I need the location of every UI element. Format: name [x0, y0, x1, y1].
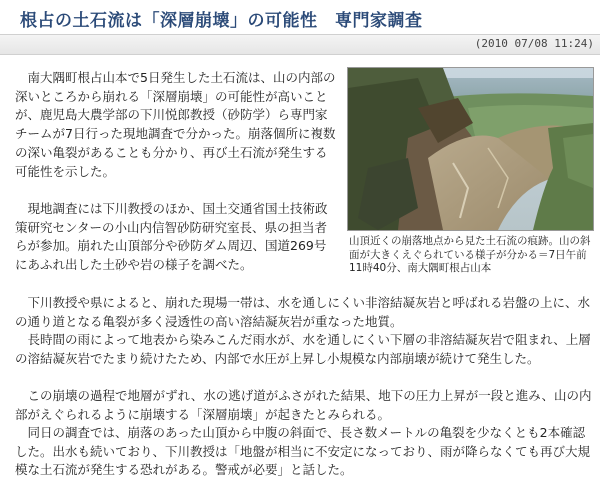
- article-paragraph-4: 長時間の雨によって地表から染みこんだ雨水が、水を通しにくい下層の非溶結凝灰岩で阻まれ、上層の溶結凝灰岩でたまり続けたため、内部で水圧が上昇し小規模な内部崩壊が続けて発生した。: [15, 332, 591, 366]
- date-bar: [0, 34, 600, 55]
- landslide-photo: [347, 67, 594, 231]
- headline-row: [0, 0, 600, 34]
- photo-caption: 山頂近くの崩落地点から見た土石流の痕跡。山の斜面が大きくえぐられている様子が分かる＝7日午前11時40分、南大隅町根占山本: [349, 235, 591, 274]
- article-headline: 根占の土石流は「深層崩壊」の可能性 専門家調査: [20, 11, 423, 31]
- photo-box: [347, 67, 592, 292]
- article-paragraph-6: 同日の調査では、崩落のあった山頂から中腹の斜面で、長さ数メートルの亀裂を少なくとも2本確認した。出水も続いており、下川教授は「地盤が相当に不安定になっており、雨が降らなくても再び大規模な土石流が発生する恐れがある。警戒が必要」と話した。: [15, 425, 591, 478]
- article-paragraph-1: 南大隅町根占山本で5日発生した土石流は、山の内部の深いところから崩れる「深層崩壊」の可能性が高いことが、鹿児島大農学部の下川悦郎教授（砂防学）ら専門家チームが7日行った現地調査で分かった。崩落個所に複数の深い亀裂があることも分かり、再び土石流が発生する可能性を示した。: [15, 70, 336, 179]
- landslide-photo-image: [348, 68, 593, 230]
- article-paragraph-2: 現地調査には下川教授のほか、国土交通省国土技術政策研究センターの小山内信智砂防研究室長、県の担当者らが参加。崩れた山頂部分や砂防ダム周辺、国道269号にあふれ出した土砂や岩の様子を調べた。: [15, 201, 328, 273]
- article-paragraph-5: この崩壊の過程で地層がずれ、水の逃げ道がふさがれた結果、地下の圧力上昇が一段と進み、山の内部がえぐられるように崩壊する「深層崩壊」が起きたとみられる。: [15, 388, 592, 422]
- article-paragraph-3: 下川教授や県によると、崩れた現場一帯は、水を通しにくい非溶結凝灰岩と呼ばれる岩盤の上に、水の通り道となる亀裂が多く浸透性の高い溶結凝灰岩が重なった地質。: [15, 295, 591, 329]
- article-date: (2010 07/08 11:24): [474, 37, 594, 50]
